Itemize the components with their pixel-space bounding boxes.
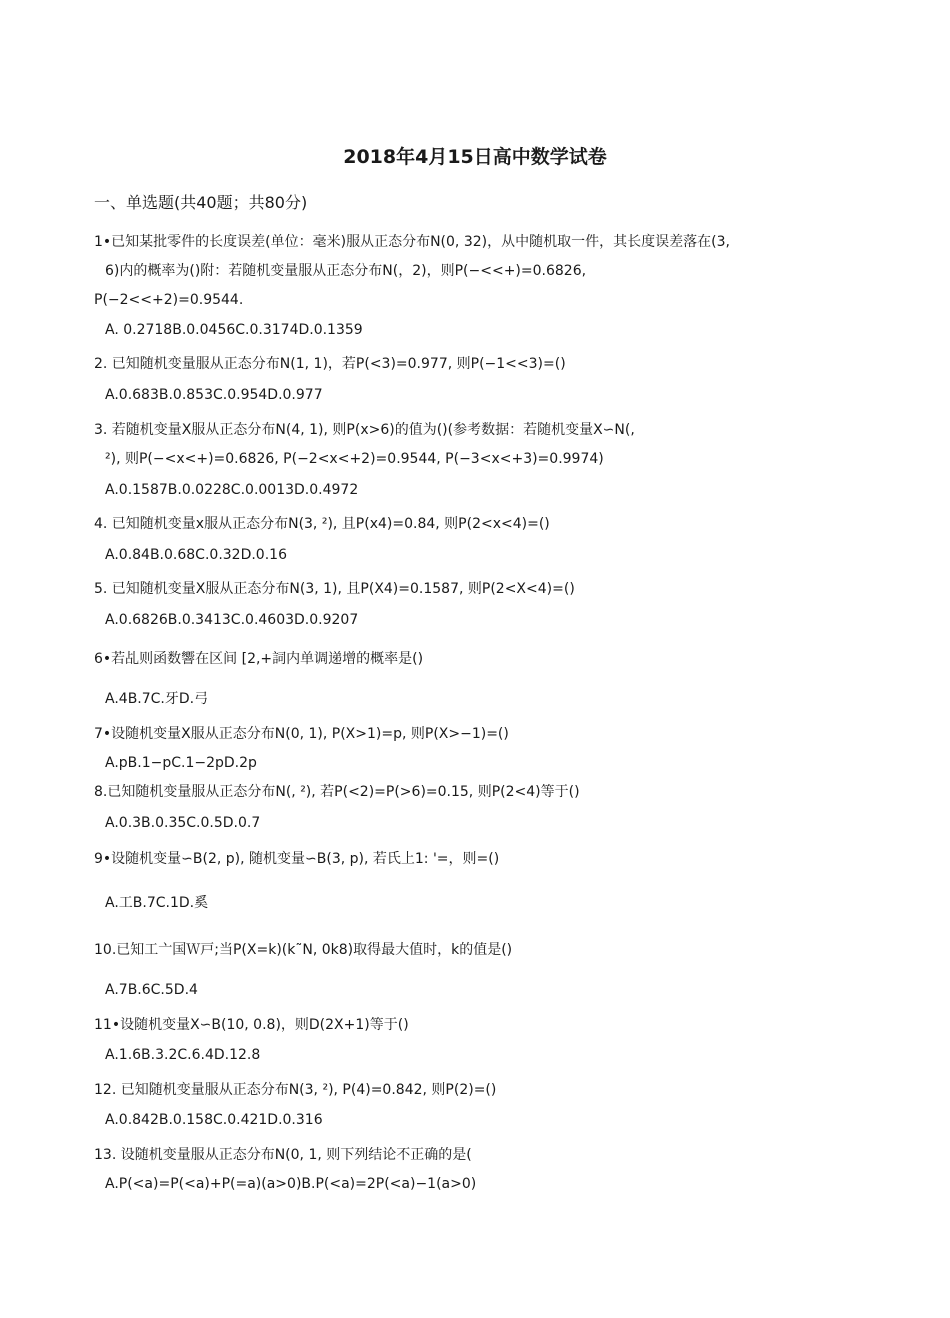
question-11-options: A.1.6B.3.2C.6.4D.12.8 (105, 1047, 261, 1063)
question-6-options: A.4B.7C.牙D.弓 (105, 691, 209, 707)
question-9: 9•设随机变量∽B(2, p), 随机变量∽B(3, p), 若氏上1: '=，则=() (94, 851, 500, 867)
question-4-options: A.0.84B.0.68C.0.32D.0.16 (105, 547, 287, 563)
section-heading: 一、单选题(共40题；共80分) (94, 193, 308, 212)
question-13: 13. 设随机变量服从正态分布N(0, 1, 则下列结论不正确的是( (94, 1147, 472, 1163)
question-4: 4. 已知随机变量x服从正态分布N(3, ²), 且P(x4)=0.84, 则P(2<x<4)=() (94, 516, 550, 532)
question-2-options: A.0.683B.0.853C.0.954D.0.977 (105, 387, 323, 403)
question-5-options: A.0.6826B.0.3413C.0.4603D.0.9207 (105, 612, 359, 628)
question-10-options: A.7B.6C.5D.4 (105, 982, 198, 998)
page-title: 2018年4月15日高中数学试卷 (343, 146, 607, 168)
question-3-line-1: 3. 若随机变量X服从正态分布N(4, 1), 则P(x>6)的值为()(参考数据：若随机变量X∽N(, (94, 422, 635, 438)
question-11: 11•设随机变量X∽B(10, 0.8)，则D(2X+1)等于() (94, 1017, 409, 1033)
question-12: 12. 已知随机变量服从正态分布N(3, ²), P(4)=0.842, 则P(2)=() (94, 1082, 497, 1098)
question-13-options: A.P(<a)=P(<a)+P(=a)(a>0)B.P(<a)=2P(<a)−1(a>0) (105, 1176, 477, 1192)
question-6: 6•若乩则函数響在区间 [2,+詞内单调递增的概率是() (94, 651, 424, 667)
question-3-options: A.0.1587B.0.0228C.0.0013D.0.4972 (105, 482, 359, 498)
question-1-line-1: 1•已知某批零件的长度误差(单位：毫米)服从正态分布N(0, 32)，从中随机取一件，其长度误差落在(3, (94, 234, 730, 250)
question-1-options: A. 0.2718B.0.0456C.0.3174D.0.1359 (105, 322, 363, 338)
question-5: 5. 已知随机变量X服从正态分布N(3, 1), 且P(X4)=0.1587, 则P(2<X<4)=() (94, 581, 575, 597)
question-12-options: A.0.842B.0.158C.0.421D.0.316 (105, 1112, 323, 1128)
question-1-line-2: 6)内的概率为()附：若随机变量服从正态分布N(，2)，则P(−<<+)=0.6826, (105, 263, 587, 279)
question-8-options: A.0.3B.0.35C.0.5D.0.7 (105, 815, 261, 831)
question-3-line-2: ²), 则P(−<x<+)=0.6826, P(−2<x<+2)=0.9544, P(−3<x<+3)=0.9974) (105, 451, 604, 467)
question-9-options: A.工B.7C.1D.奚 (105, 895, 209, 911)
question-1-line-3: P(−2<<+2)=0.9544. (94, 292, 244, 308)
question-8: 8.已知随机变量服从正态分布N(, ²), 若P(<2)=P(>6)=0.15, 则P(2<4)等于() (94, 784, 580, 800)
question-7-options: A.pB.1−pC.1−2pD.2p (105, 755, 257, 771)
question-2: 2. 已知随机变量服从正态分布N(1, 1)，若P(<3)=0.977, 则P(−1<<3)=() (94, 356, 566, 372)
question-10: 10.已知工亠国Ｗ戸;当P(X=k)(k˜N, 0k8)取得最大值时，k的值是() (94, 942, 513, 958)
question-7: 7•设随机变量X服从正态分布N(0, 1), P(X>1)=p, 则P(X>−1)=() (94, 726, 509, 742)
